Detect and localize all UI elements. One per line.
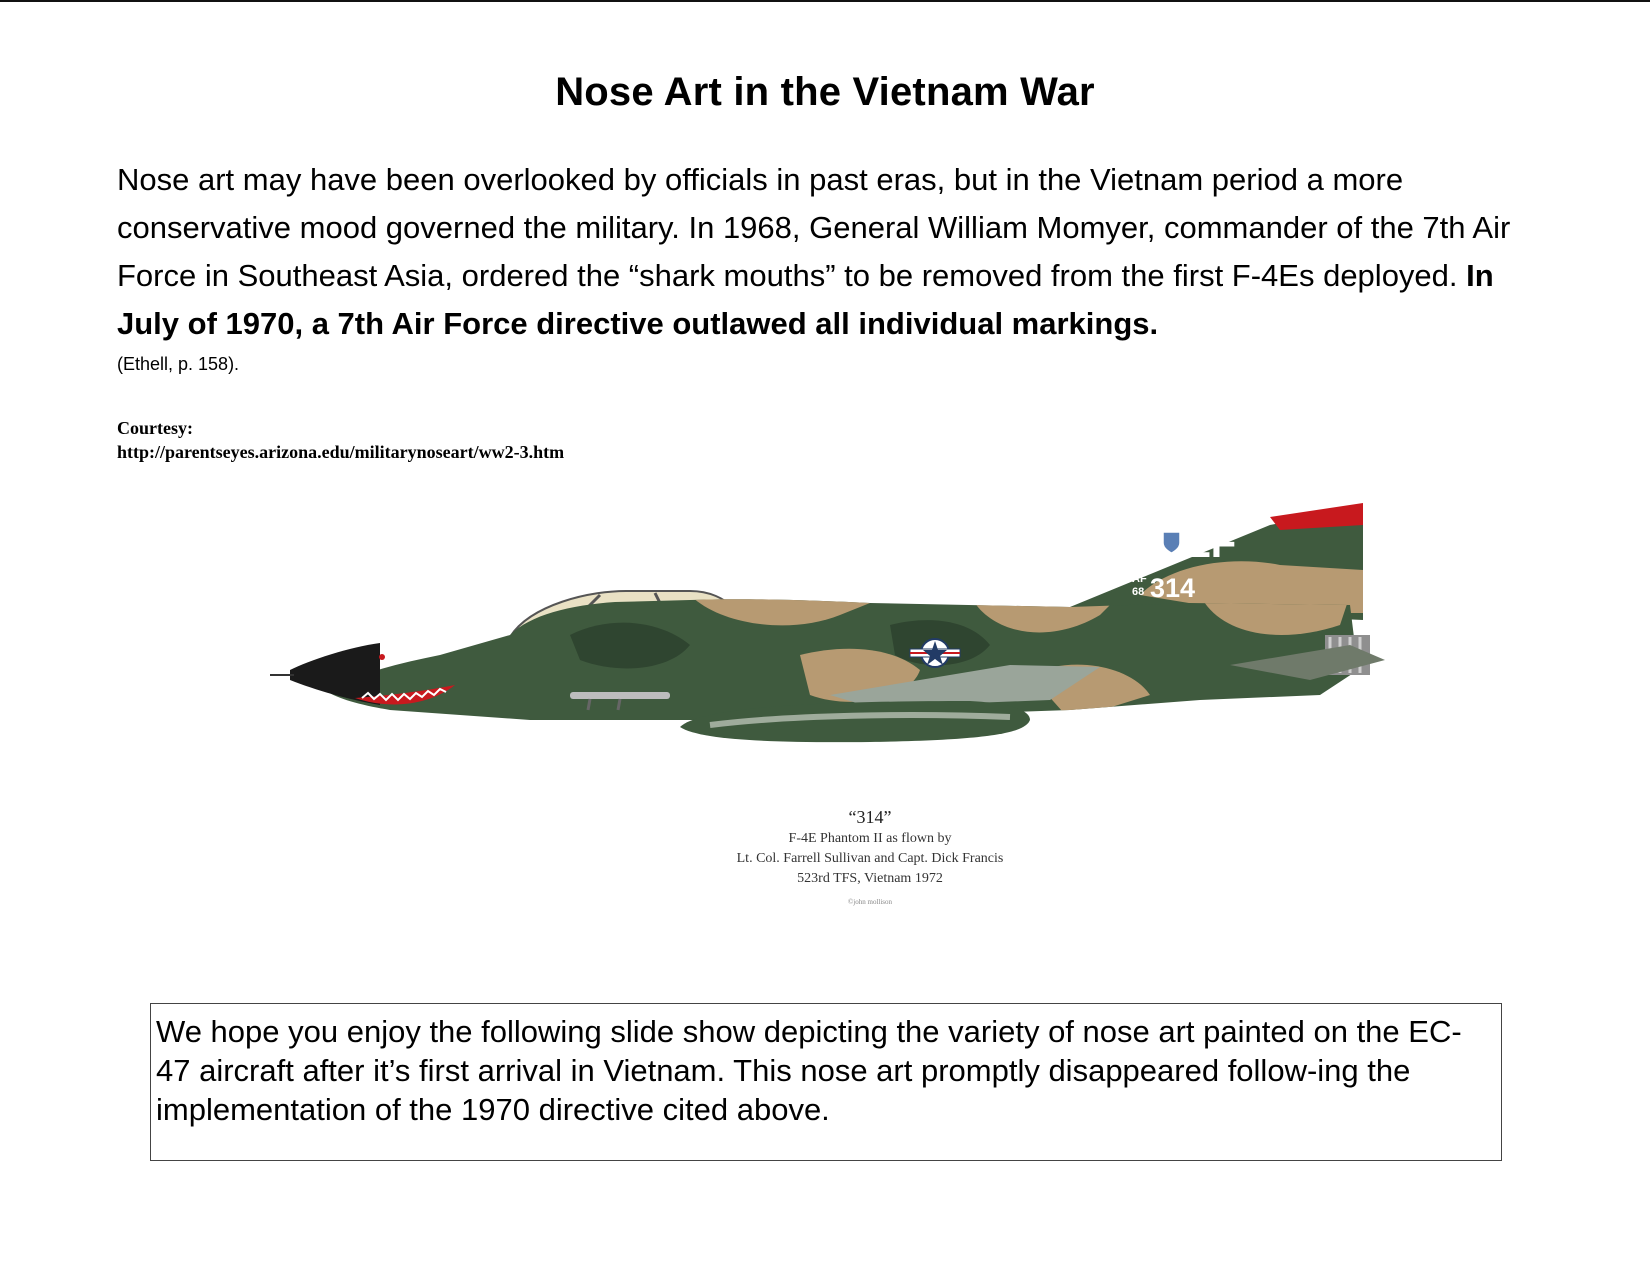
tac-badge-icon	[1163, 532, 1180, 553]
tail-number: 314	[1150, 573, 1196, 603]
intro-paragraph	[117, 156, 1557, 348]
caption-line: 523rd TFS, Vietnam 1972	[797, 871, 943, 886]
caption-title: “314”	[848, 807, 892, 827]
caption-line: F-4E Phantom II as flown by	[788, 831, 952, 846]
f4e-phantom-illustration	[270, 495, 1390, 780]
intro-text: Nose art may have been overlooked by officials in past eras, but in the Vietnam period a more conservative mood governed the military. In 1968, General William Momyer, commander of the 7th Air Force in Southeast Asia, ordered the “shark mouths” to be removed from the first F-4Es deployed.	[117, 162, 1511, 293]
courtesy-label: Courtesy:	[117, 418, 193, 438]
top-rule	[0, 0, 1650, 2]
closing-note-box: We hope you enjoy the following slide show depicting the variety of nose art painted on the EC-47 aircraft after it’s first arrival in Vietnam. This nose art promptly disappeared follow-ing the implementation of the 1970 directive cited above.	[150, 1003, 1502, 1161]
artist-credit: ©john mollison	[847, 898, 893, 906]
courtesy-url: http://parentseyes.arizona.edu/militarynoseart/ww2-3.htm	[117, 442, 565, 462]
citation: (Ethell, p. 158).	[117, 354, 240, 374]
tail-prefix-bottom: 68	[1132, 586, 1145, 598]
tail-prefix-top: AF	[1132, 573, 1147, 585]
tail-code: ZF	[1185, 519, 1237, 566]
slide-title: Nose Art in the Vietnam War	[555, 70, 1095, 114]
courtesy-block	[117, 416, 564, 464]
illustration-caption	[620, 805, 1120, 907]
intro-bold-text: In July of 1970, a 7th Air Force directive outlawed all individual markings.	[117, 258, 1494, 341]
caption-line: Lt. Col. Farrell Sullivan and Capt. Dick Francis	[736, 851, 1004, 866]
